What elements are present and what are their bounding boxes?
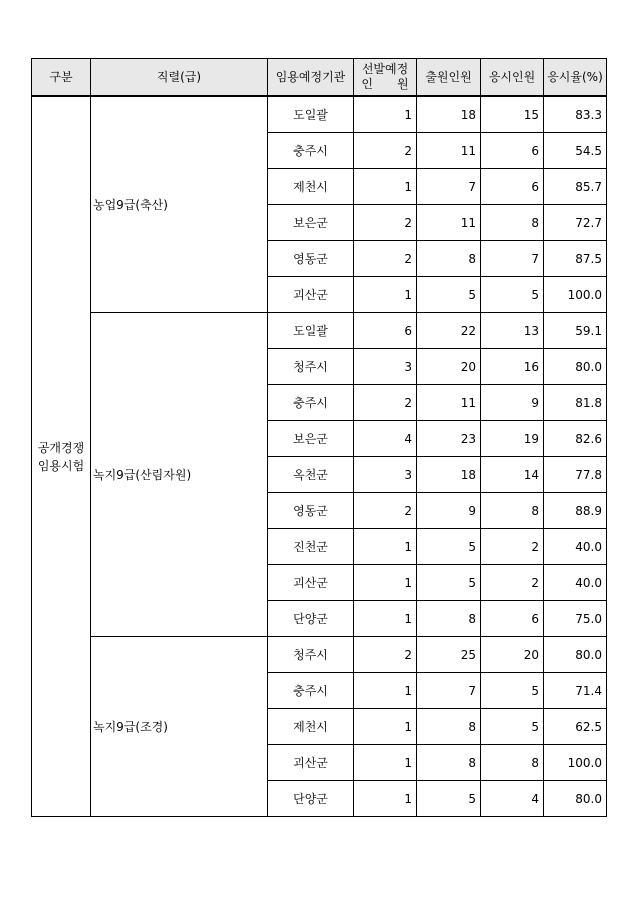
header-position: 직렬(급) [91, 59, 268, 97]
rate-cell: 72.7 [544, 205, 607, 241]
applicants-cell: 18 [417, 457, 481, 493]
category-line2: 임용시험 [37, 458, 85, 473]
agency-cell: 괴산군 [268, 565, 354, 601]
planned-cell: 2 [354, 133, 417, 169]
agency-cell: 보은군 [268, 205, 354, 241]
position-cell: 녹지9급(산림자원) [91, 313, 268, 637]
examinees-cell: 2 [481, 529, 544, 565]
agency-cell: 괴산군 [268, 745, 354, 781]
agency-cell: 옥천군 [268, 457, 354, 493]
position-cell: 녹지9급(조경) [91, 637, 268, 817]
applicants-cell: 11 [417, 385, 481, 421]
agency-cell: 단양군 [268, 601, 354, 637]
applicants-cell: 11 [417, 133, 481, 169]
applicants-cell: 7 [417, 169, 481, 205]
planned-cell: 3 [354, 457, 417, 493]
rate-cell: 100.0 [544, 277, 607, 313]
agency-cell: 도일괄 [268, 96, 354, 133]
agency-cell: 보은군 [268, 421, 354, 457]
rate-cell: 40.0 [544, 565, 607, 601]
examinees-cell: 15 [481, 96, 544, 133]
rate-cell: 81.8 [544, 385, 607, 421]
planned-cell: 2 [354, 493, 417, 529]
agency-cell: 영동군 [268, 241, 354, 277]
agency-cell: 도일괄 [268, 313, 354, 349]
planned-cell: 3 [354, 349, 417, 385]
planned-cell: 2 [354, 205, 417, 241]
agency-cell: 단양군 [268, 781, 354, 817]
rate-cell: 40.0 [544, 529, 607, 565]
agency-cell: 진천군 [268, 529, 354, 565]
applicants-cell: 5 [417, 277, 481, 313]
rate-cell: 71.4 [544, 673, 607, 709]
header-applicants: 출원인원 [417, 59, 481, 97]
examinees-cell: 8 [481, 493, 544, 529]
agency-cell: 제천시 [268, 169, 354, 205]
examinees-cell: 14 [481, 457, 544, 493]
category-cell [32, 96, 91, 817]
rate-cell: 75.0 [544, 601, 607, 637]
planned-cell: 2 [354, 637, 417, 673]
header-rate: 응시율(%) [544, 59, 607, 97]
planned-cell: 2 [354, 241, 417, 277]
applicants-cell: 25 [417, 637, 481, 673]
category-line1: 공개경쟁 [37, 440, 85, 455]
rate-cell: 59.1 [544, 313, 607, 349]
planned-cell: 1 [354, 96, 417, 133]
examinees-cell: 6 [481, 169, 544, 205]
examinees-cell: 19 [481, 421, 544, 457]
examinees-cell: 20 [481, 637, 544, 673]
rate-cell: 80.0 [544, 781, 607, 817]
planned-cell: 6 [354, 313, 417, 349]
planned-cell: 1 [354, 673, 417, 709]
examinees-cell: 4 [481, 781, 544, 817]
applicants-cell: 8 [417, 241, 481, 277]
rate-cell: 88.9 [544, 493, 607, 529]
examinees-cell: 5 [481, 277, 544, 313]
examinees-cell: 2 [481, 565, 544, 601]
agency-cell: 충주시 [268, 385, 354, 421]
agency-cell: 청주시 [268, 637, 354, 673]
examinees-cell: 7 [481, 241, 544, 277]
planned-cell: 1 [354, 709, 417, 745]
examinees-cell: 13 [481, 313, 544, 349]
rate-cell: 77.8 [544, 457, 607, 493]
table-row [32, 96, 607, 133]
planned-cell: 1 [354, 781, 417, 817]
examinees-cell: 8 [481, 205, 544, 241]
planned-cell: 1 [354, 169, 417, 205]
rate-cell: 80.0 [544, 637, 607, 673]
agency-cell: 괴산군 [268, 277, 354, 313]
table-row [32, 313, 607, 349]
rate-cell: 80.0 [544, 349, 607, 385]
agency-cell: 제천시 [268, 709, 354, 745]
rate-cell: 87.5 [544, 241, 607, 277]
agency-cell: 충주시 [268, 133, 354, 169]
examinees-cell: 16 [481, 349, 544, 385]
agency-cell: 청주시 [268, 349, 354, 385]
applicants-cell: 20 [417, 349, 481, 385]
rate-cell: 82.6 [544, 421, 607, 457]
examinees-cell: 6 [481, 133, 544, 169]
header-category: 구분 [32, 59, 91, 97]
header-planned-line2: 인 원 [361, 77, 409, 91]
planned-cell: 1 [354, 529, 417, 565]
examinees-cell: 5 [481, 673, 544, 709]
applicants-cell: 8 [417, 601, 481, 637]
table-header [32, 59, 607, 97]
table-row [32, 637, 607, 673]
applicants-cell: 22 [417, 313, 481, 349]
applicants-cell: 11 [417, 205, 481, 241]
header-planned [354, 59, 417, 97]
position-cell: 농업9급(축산) [91, 96, 268, 313]
examinees-cell: 9 [481, 385, 544, 421]
examinees-cell: 5 [481, 709, 544, 745]
planned-cell: 2 [354, 385, 417, 421]
applicants-cell: 8 [417, 745, 481, 781]
planned-cell: 1 [354, 745, 417, 781]
header-agency: 임용예정기관 [268, 59, 354, 97]
applicants-cell: 18 [417, 96, 481, 133]
agency-cell: 영동군 [268, 493, 354, 529]
rate-cell: 83.3 [544, 96, 607, 133]
header-planned-line1: 선발예정 [361, 62, 409, 76]
agency-cell: 충주시 [268, 673, 354, 709]
exam-results-table [31, 58, 607, 817]
examinees-cell: 6 [481, 601, 544, 637]
examinees-cell: 8 [481, 745, 544, 781]
planned-cell: 1 [354, 277, 417, 313]
rate-cell: 62.5 [544, 709, 607, 745]
table-body [32, 96, 607, 817]
rate-cell: 54.5 [544, 133, 607, 169]
applicants-cell: 5 [417, 781, 481, 817]
applicants-cell: 5 [417, 565, 481, 601]
applicants-cell: 23 [417, 421, 481, 457]
planned-cell: 1 [354, 601, 417, 637]
rate-cell: 85.7 [544, 169, 607, 205]
planned-cell: 4 [354, 421, 417, 457]
applicants-cell: 7 [417, 673, 481, 709]
applicants-cell: 8 [417, 709, 481, 745]
planned-cell: 1 [354, 565, 417, 601]
applicants-cell: 5 [417, 529, 481, 565]
applicants-cell: 9 [417, 493, 481, 529]
header-examinees: 응시인원 [481, 59, 544, 97]
rate-cell: 100.0 [544, 745, 607, 781]
